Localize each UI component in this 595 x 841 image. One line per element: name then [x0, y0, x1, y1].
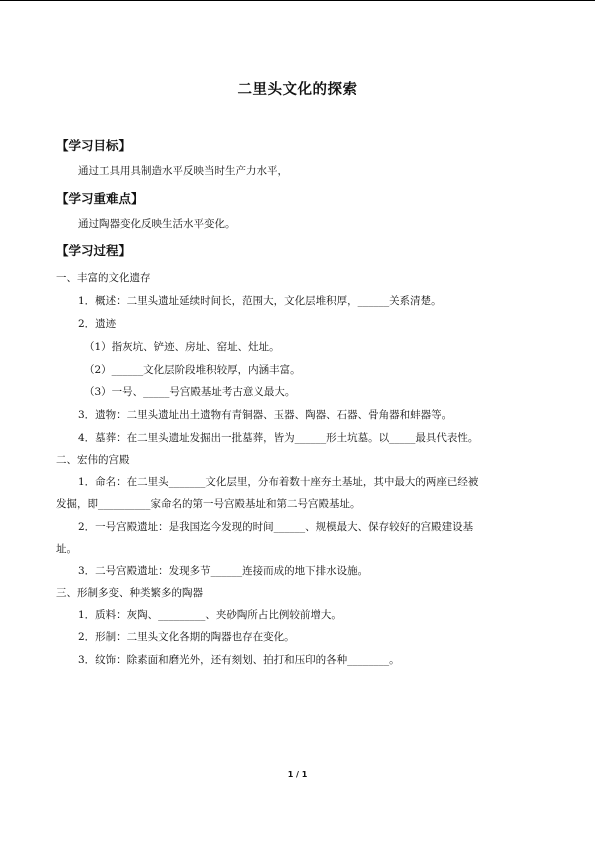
text-line: 4．墓葬：在二里头遗址发掘出一批墓葬，皆为______形土坑墓。以_____最具代表性。	[78, 432, 479, 444]
text-line: 2．遗迹	[78, 318, 117, 330]
text-line: 址。	[56, 543, 77, 555]
key-points-text: 通过陶器变化反映生活水平变化。	[78, 218, 236, 230]
text-line: 发掘，即__________家命名的第一号宫殿基址和第二号宫殿基址。	[56, 498, 361, 510]
text-line: 3．纹饰：除素面和磨光外，还有刻划、拍打和压印的各种________。	[78, 654, 400, 666]
goals-text: 通过工具用具制造水平反映当时生产力水平，	[78, 165, 288, 177]
text-line: （1）指灰坑、铲迹、房址、窑址、灶址。	[84, 341, 280, 353]
goals-heading: 【学习目标】	[56, 138, 132, 153]
text-line: （2）______文化层阶段堆积较厚，内涵丰富。	[84, 364, 301, 376]
text-line: 1．质料：灰陶、_________、夹砂陶所占比例较前增大。	[78, 609, 342, 621]
text-line: 2．一号宫殿遗址：是我国迄今发现的时间______、规模最大、保存较好的宫殿建设基	[78, 521, 474, 533]
section-heading-3: 三、形制多变、种类繁多的陶器	[56, 587, 203, 599]
text-line: 1．概述：二里头遗址延续时间长，范围大，文化层堆积厚，______关系清楚。	[78, 295, 442, 307]
section-heading-1: 一、丰富的文化遗存	[56, 272, 151, 284]
page-title: 二里头文化的探索	[237, 82, 358, 98]
top-border-line	[0, 0, 595, 1]
text-line: 1．命名：在二里头_______文化层里，分布着数十座夯土基址，其中最大的两座已经被	[78, 476, 479, 488]
text-line: 3．遗物：二里头遗址出土遗物有青铜器、玉器、陶器、石器、骨角器和蚌器等。	[78, 409, 453, 421]
section-heading-2: 二、宏伟的宫殿	[56, 454, 130, 466]
process-heading: 【学习过程】	[56, 243, 132, 258]
text-line: 2．形制：二里头文化各期的陶器也存在变化。	[78, 631, 295, 643]
text-line: 3．二号宫殿遗址：发现多节______连接而成的地下排水设施。	[78, 565, 369, 577]
key-points-heading: 【学习重难点】	[56, 191, 144, 206]
page-number: 1 / 1	[287, 770, 308, 779]
text-line: （3）一号、_____号宫殿基址考古意义最大。	[84, 386, 296, 398]
